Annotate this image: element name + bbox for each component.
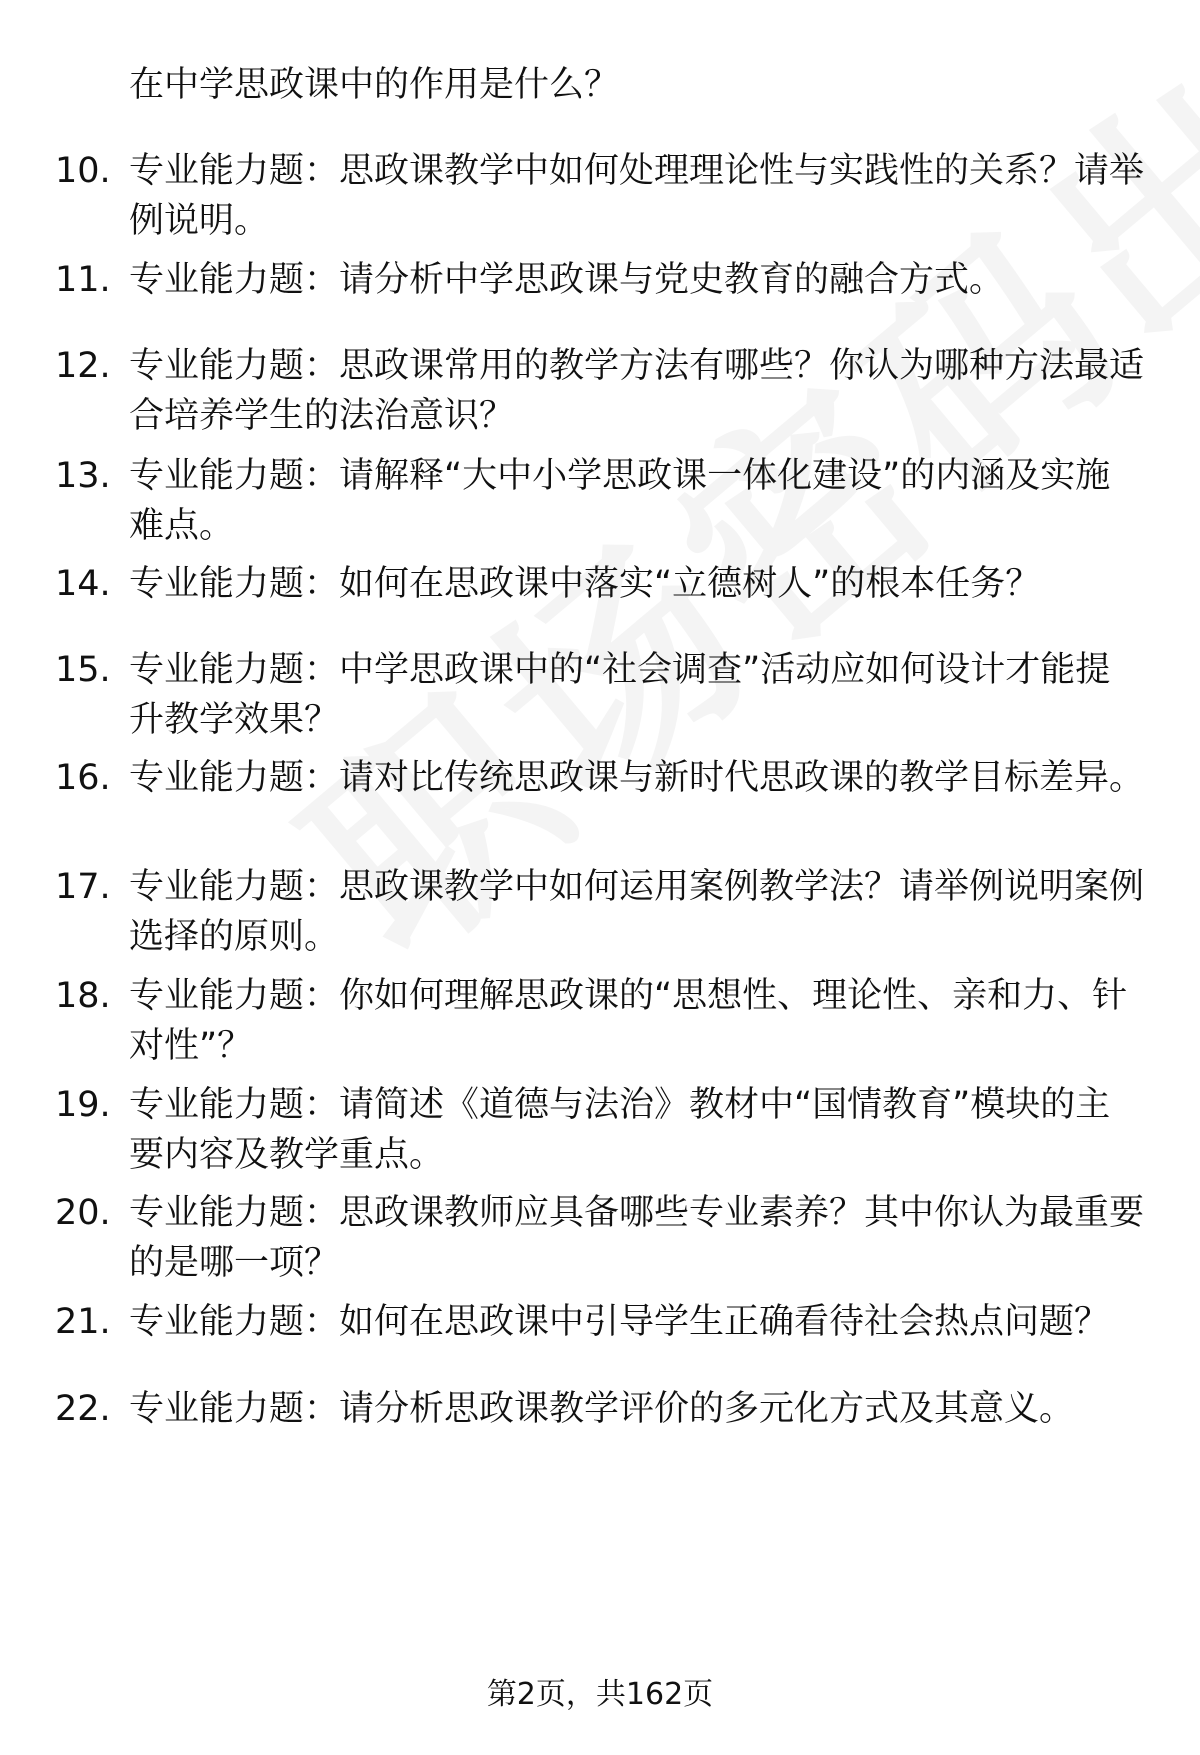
question-number: 12. [55, 346, 111, 386]
question-text: 专业能力题：你如何理解思政课的“思想性、理论性、亲和力、针对性”？ [129, 976, 1128, 1066]
question-text: 专业能力题：如何在思政课中落实“立德树人”的根本任务？ [129, 564, 1041, 604]
page-footer: 第2页，共162页 [486, 1677, 714, 1712]
question-number: 18. [55, 976, 111, 1016]
question-number: 14. [55, 564, 111, 604]
question-text: 专业能力题：思政课常用的教学方法有哪些？你认为哪种方法最适合培养学生的法治意识？ [129, 346, 1145, 436]
question-text: 专业能力题：请分析中学思政课与党史教育的融合方式。 [129, 260, 1005, 300]
question-number: 10. [55, 151, 111, 191]
question-text: 专业能力题：请解释“大中小学思政课一体化建设”的内涵及实施难点。 [129, 456, 1111, 546]
question-text: 专业能力题：思政课教学中如何运用案例教学法？请举例说明案例选择的原则。 [129, 867, 1145, 957]
continuation-text: 在中学思政课中的作用是什么？ [129, 65, 620, 105]
question-text: 专业能力题：请简述《道德与法治》教材中“国情教育”模块的主要内容及教学重点。 [129, 1085, 1111, 1175]
question-number: 19. [55, 1085, 111, 1125]
question-number: 13. [55, 456, 111, 496]
question-text: 专业能力题：思政课教师应具备哪些专业素养？其中你认为最重要的是哪一项？ [129, 1193, 1145, 1283]
question-number: 15. [55, 650, 111, 690]
question-number: 17. [55, 867, 111, 907]
question-text: 专业能力题：请对比传统思政课与新时代思政课的教学目标差异。 [129, 758, 1145, 798]
question-text: 专业能力题：中学思政课中的“社会调查”活动应如何设计才能提升教学效果？ [129, 650, 1111, 740]
question-text: 专业能力题：请分析思政课教学评价的多元化方式及其意义。 [129, 1389, 1075, 1429]
question-number: 11. [55, 260, 111, 300]
question-number: 22. [55, 1389, 111, 1429]
question-number: 16. [55, 758, 111, 798]
question-number: 21. [55, 1302, 111, 1342]
question-number: 20. [55, 1193, 111, 1233]
question-text: 专业能力题：如何在思政课中引导学生正确看待社会热点问题？ [129, 1302, 1110, 1342]
question-text: 专业能力题：思政课教学中如何处理理论性与实践性的关系？请举例说明。 [129, 151, 1145, 241]
